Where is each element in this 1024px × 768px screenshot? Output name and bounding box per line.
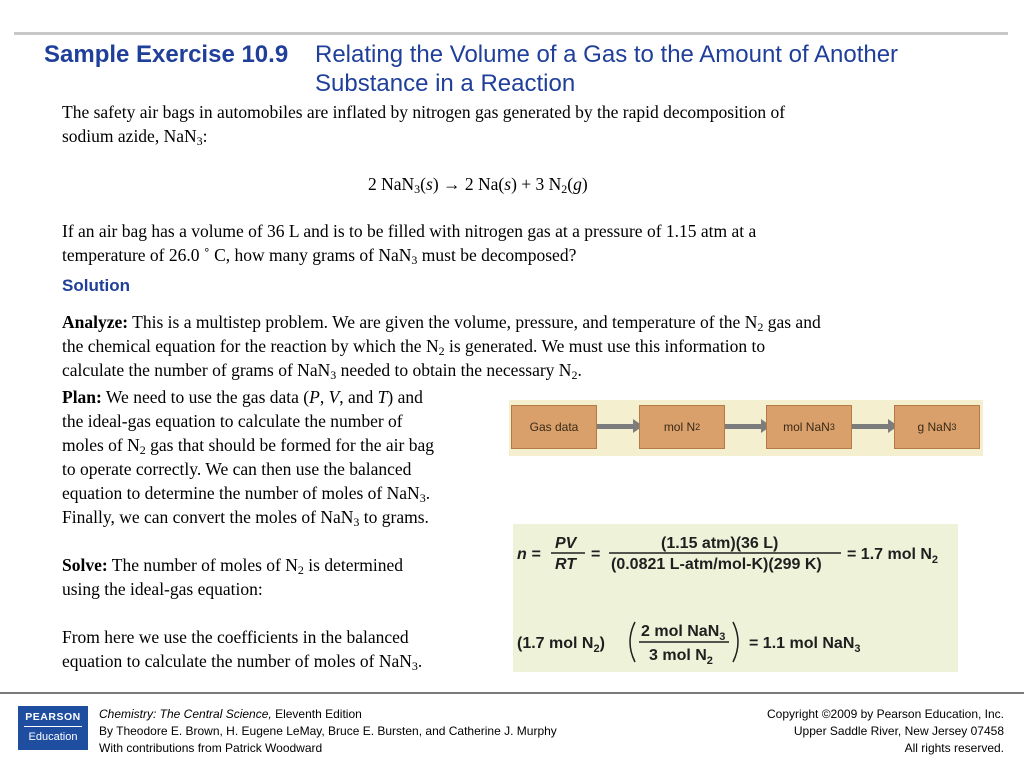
- footer-divider: [0, 692, 1024, 694]
- solve-label: Solve:: [62, 555, 108, 575]
- book-contributors: With contributions from Patrick Woodward: [99, 741, 323, 755]
- flow-box-mol-nan3: mol NaN 3: [766, 405, 852, 449]
- footer-copyright: Copyright ©2009 by Pearson Education, Inc. Upper Saddle River, New Jersey 07458 All rights reserved.: [767, 707, 1004, 755]
- footer-book-info: Chemistry: The Central Science, Eleventh Edition By Theodore E. Brown, H. Eugene LeMay, Bruce E. Bursten, and Catherine J. Murphy With contributions from Patrick Woodward: [99, 707, 557, 755]
- solution-heading: Solution: [62, 276, 130, 295]
- ratio-denominator: 3 mol N: [649, 647, 707, 664]
- mol-n2-result: = 1.7 mol N: [847, 546, 932, 563]
- exercise-heading: Relating the Volume of a Gas to the Amount of Another Substance in a Reaction: [315, 41, 899, 97]
- svg-text:= 1.1 mol NaN3: = 1.1 mol NaN$_3$: [749, 635, 861, 655]
- analyze-label: Analyze:: [62, 312, 129, 332]
- pearson-logo: PEARSON Education: [18, 706, 88, 750]
- pv-numerator: PV: [555, 535, 577, 552]
- plan-flow-diagram: [509, 400, 983, 456]
- mol-nan3-result: = 1.1 mol NaN: [749, 635, 855, 652]
- from-here-paragraph: From here we use the coefficients in the balanced equation to calculate the number of moles of NaN$_3$.: [62, 627, 423, 673]
- svg-text:= 1.7 mol N2: = 1.7 mol $N_2$: [847, 546, 939, 566]
- book-title: Chemistry: The Central Science,: [99, 707, 272, 721]
- solve-paragraph: Solve: The number of moles of $N_2$ is determined using the ideal-gas equation:: [62, 555, 404, 599]
- slide-title: [44, 40, 1004, 97]
- flow-arrow: [597, 424, 633, 429]
- svg-text:3 mol N2: 3 mol $N_2$: [649, 647, 713, 667]
- svg-text:(1.7 mol N2): (1.7 mol $N_2$): [517, 635, 605, 655]
- flow-box-gas-data: Gas data: [511, 405, 597, 449]
- flow-box-mol-n2: mol N 2: [639, 405, 725, 449]
- equals-sign: =: [591, 546, 601, 563]
- flow-box-g-nan3: g NaN 3: [894, 405, 980, 449]
- question-paragraph: If an air bag has a volume of 36 L and is to be filled with nitrogen gas at a pressure of 1.15 atm at a temperature of 26.0 ˚ C, how many grams of NaN$_3$ must be decomposed?: [62, 221, 757, 267]
- gas-numerator: (1.15 atm)(36 L): [661, 535, 779, 552]
- analyze-paragraph: Analyze: This is a multistep problem. We are given the volume, pressure, and temperature of the $N_2$ gas and the chemical equation for the reaction by which the $N_2$ is generated. We must use this information to calculate the number of grams of NaN$_3$ needed to obtain the necessary $N_2$.: [62, 312, 821, 382]
- flow-arrow: [725, 424, 761, 429]
- book-authors: By Theodore E. Brown, H. Eugene LeMay, Bruce E. Bursten, and Catherine J. Murphy: [99, 724, 557, 738]
- calculation-box: [513, 524, 958, 672]
- top-divider: [14, 32, 1008, 35]
- exercise-number: Sample Exercise 10.9: [44, 41, 289, 68]
- rt-denominator: RT: [555, 556, 577, 573]
- calculation-equations: [513, 524, 958, 672]
- plan-label: Plan:: [62, 387, 102, 407]
- svg-text:2 mol NaN3: 2 mol NaN$_3$: [641, 623, 726, 643]
- gas-denominator: (0.0821 L-atm/mol-K)(299 K): [611, 556, 822, 573]
- plan-paragraph: Plan: We need to use the gas data (P, V, and T) and the ideal-gas equation to calculate the number of moles of $N_2$ gas that should be formed for the air bag to operate correctly. We can then use the balanced equation to determine the number of moles of NaN$_3$. Finally, we can convert the moles of NaN$_3$ to grams.: [62, 387, 434, 529]
- flow-arrow: [852, 424, 888, 429]
- reaction-equation: 2 NaN$_3$(s) → 2 Na(s) + 3 $N_2(g)$: [368, 174, 588, 196]
- ratio-numerator: 2 mol NaN: [641, 623, 720, 640]
- n-symbol: n =: [517, 546, 541, 563]
- intro-paragraph: The safety air bags in automobiles are inflated by nitrogen gas generated by the rapid decomposition of sodium azide, NaN$_3$:: [62, 102, 786, 148]
